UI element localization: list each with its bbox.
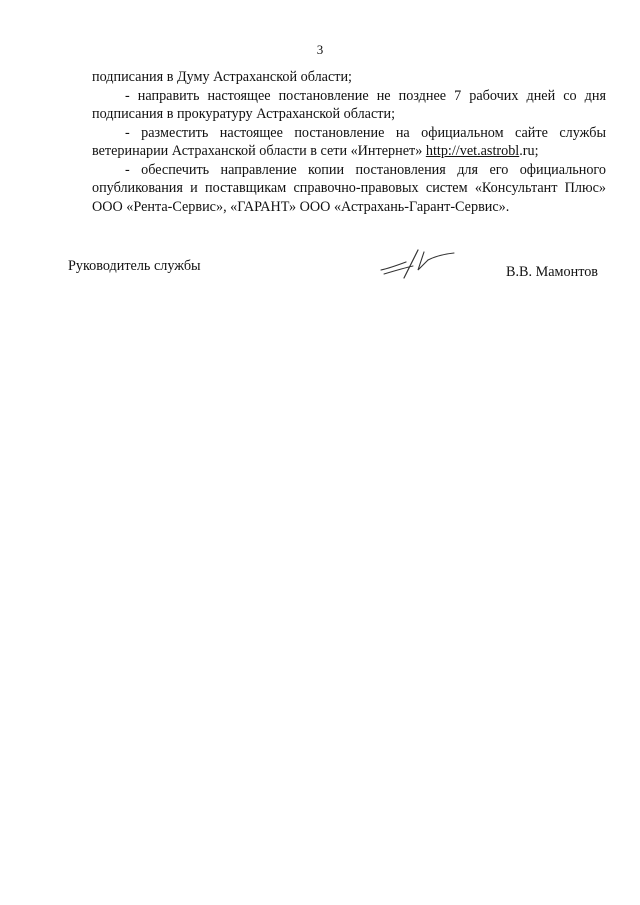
- handwritten-signature: [378, 244, 458, 280]
- page-number: 3: [316, 42, 324, 57]
- paragraph-4: - обеспечить направление копии постановления для его официального опубликования и поставщикам справочно-правовых систем «Консультант Плюс» ООО «Рента-Сервис», «ГАРАНТ» ООО «Астрахань-Гарант-Сервис».: [92, 161, 606, 215]
- website-link[interactable]: http://vet.astrobl: [425, 143, 520, 159]
- document-body: [92, 68, 606, 216]
- paragraph-3-text: - разместить настоящее постановление на официальном сайте службы ветеринарии Астраханской области в сети «Интернет»: [92, 124, 606, 159]
- paragraph-3: [92, 124, 606, 161]
- paragraph-1: подписания в Думу Астраханской области;: [92, 69, 352, 85]
- paragraph-3-tail: .ru;: [519, 143, 539, 159]
- paragraph-2: - направить настоящее постановление не позднее 7 рабочих дней со дня подписания в прокуратуру Астраханской области;: [92, 87, 606, 122]
- signatory-role: Руководитель службы: [68, 258, 201, 274]
- signatory-name: В.В. Мамонтов: [506, 264, 598, 280]
